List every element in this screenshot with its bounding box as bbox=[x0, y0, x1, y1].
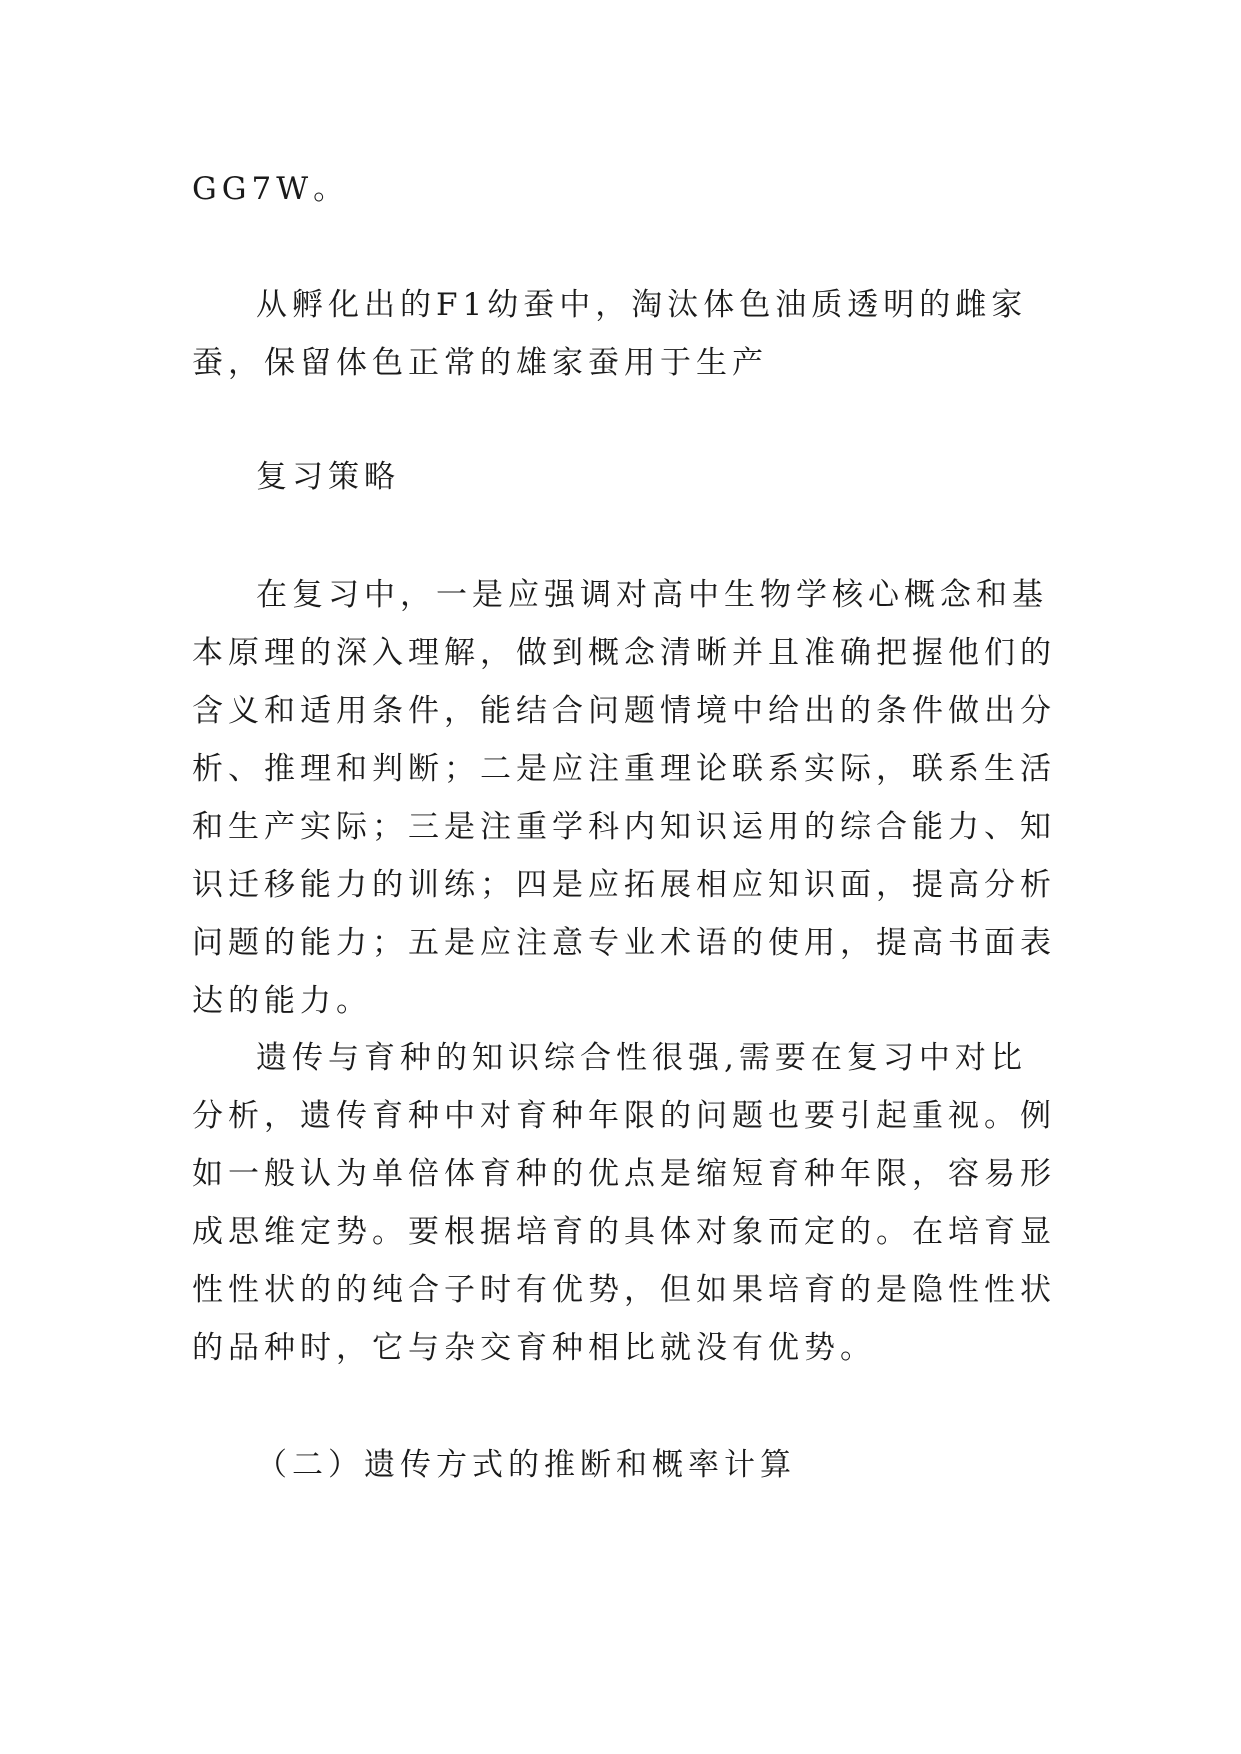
paragraph-continuation: GG7W。 bbox=[192, 171, 350, 207]
section-heading-review-strategy: 复习策略 bbox=[256, 459, 400, 495]
paragraph-breeding-comparison: 遗传与育种的知识综合性很强,需要在复习中对比分析，遗传育种中对育种年限的问题也要引起重视。例如一般认为单倍体育种的优点是缩短育种年限，容易形成思维定势。要根据培育的具体对象而定的。在培育显性性状的的纯合子时有优势，但如果培育的是隐性性状的品种时，它与杂交育种相比就没有优势。 bbox=[192, 1040, 1056, 1366]
section-heading-inheritance-probability: （二）遗传方式的推断和概率计算 bbox=[256, 1447, 796, 1483]
paragraph-silkworm-selection: 从孵化出的F1幼蚕中，淘汰体色油质透明的雌家蚕，保留体色正常的雄家蚕用于生产 bbox=[192, 287, 1028, 381]
paragraph-review-points: 在复习中，一是应强调对高中生物学核心概念和基本原理的深入理解，做到概念清晰并且准确把握他们的含义和适用条件，能结合问题情境中给出的条件做出分析、推理和判断；二是应注重理论联系实际，联系生活和生产实际；三是注重学科内知识运用的综合能力、知识迁移能力的训练；四是应拓展相应知识面，提高分析问题的能力；五是应注意专业术语的使用，提高书面表达的能力。 bbox=[192, 577, 1056, 1019]
